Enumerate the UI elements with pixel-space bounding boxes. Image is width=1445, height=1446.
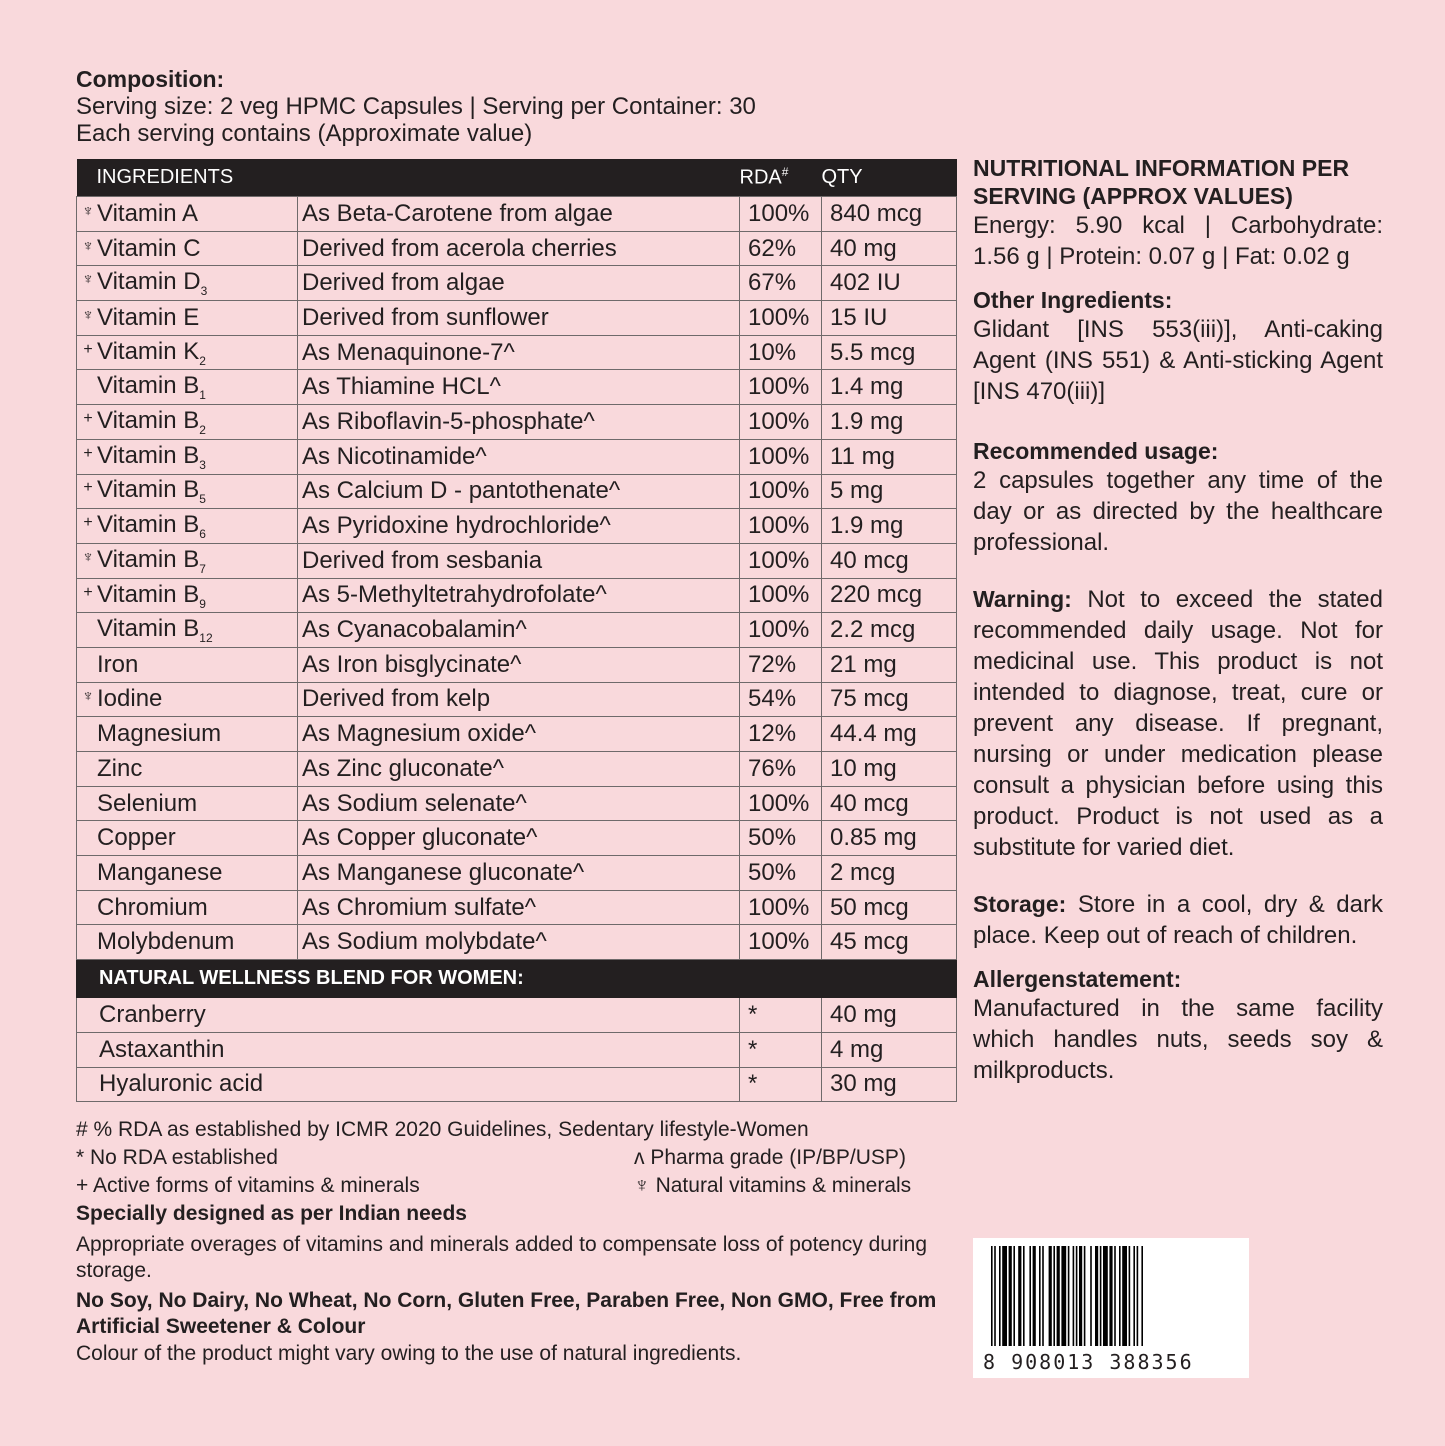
nutrient-rda: 72%	[740, 647, 822, 682]
header-rda: RDA#	[740, 159, 822, 197]
allergen-title: Allergenstatement:	[973, 966, 1182, 992]
free-from-note: No Soy, No Dairy, No Wheat, No Corn, Gluten Free, Paraben Free, Non GMO, Free from Artificial Sweetener & Colour	[76, 1289, 937, 1339]
nutrient-rda: 100%	[740, 578, 822, 613]
indian-needs-note: Specially designed as per Indian needs	[76, 1202, 467, 1226]
pharma-grade-note: ʌ Pharma grade (IP/BP/USP)	[634, 1146, 906, 1170]
nutrient-rda: 76%	[740, 752, 822, 787]
nutrient-qty: 1.9 mg	[822, 509, 957, 544]
nutrient-qty: 44.4 mg	[822, 717, 957, 752]
table-row	[77, 266, 957, 301]
marker-icon: ♆	[82, 688, 94, 706]
nutrient-subscript: 6	[199, 526, 206, 541]
blend-row	[77, 998, 957, 1033]
marker-icon: ♆	[82, 548, 94, 566]
nutrient-rda: 100%	[740, 301, 822, 336]
right-column	[973, 154, 1383, 1086]
nutrient-qty: 402 IU	[822, 266, 957, 301]
barcode-bar	[1119, 1246, 1121, 1346]
nutrient-source: Derived from sunflower	[298, 301, 740, 336]
barcode	[973, 1238, 1249, 1378]
legend-row-2	[76, 1172, 956, 1200]
barcode-bar	[1013, 1246, 1015, 1346]
barcode-bar	[1090, 1246, 1092, 1346]
nutrient-qty: 40 mcg	[822, 786, 957, 821]
nutrient-subscript: 3	[199, 457, 206, 472]
nutrient-name: + Vitamin $B_6$	[77, 509, 298, 544]
nutrient-source: As Nicotinamide^	[298, 439, 740, 474]
barcode-bar	[1084, 1246, 1086, 1346]
active-forms-note: + Active forms of vitamins & minerals	[76, 1174, 420, 1198]
nutrient-source: As Sodium molybdate^	[298, 925, 740, 960]
table-row	[77, 509, 957, 544]
ingredients-table	[76, 159, 957, 1102]
nutrient-rda: 50%	[740, 821, 822, 856]
nutrient-name: + Vitamin $B_5$	[77, 474, 298, 509]
nutrient-name: Molybdenum	[77, 925, 298, 960]
footnotes	[76, 1116, 956, 1368]
header-qty: QTY	[822, 159, 957, 197]
nutrient-subscript: 12	[199, 630, 213, 645]
nutrient-source: As Riboflavin-5-phosphate^	[298, 405, 740, 440]
table-row	[77, 439, 957, 474]
blend-rda: *	[740, 1067, 822, 1102]
table-row	[77, 925, 957, 960]
barcode-bar	[1129, 1246, 1131, 1346]
nutrient-name: Copper	[77, 821, 298, 856]
barcode-number: 8 908013 388356	[983, 1350, 1194, 1374]
barcode-bar	[1109, 1246, 1112, 1346]
blend-qty: 40 mg	[822, 998, 957, 1033]
barcode-bar	[1137, 1246, 1139, 1346]
storage-block	[973, 889, 1383, 951]
composition-title: Composition:	[76, 66, 225, 92]
table-row	[77, 890, 957, 925]
nutrient-source: As Chromium sulfate^	[298, 890, 740, 925]
barcode-bar	[1076, 1246, 1078, 1346]
barcode-bar	[994, 1246, 996, 1346]
table-row	[77, 821, 957, 856]
barcode-bar	[1114, 1246, 1116, 1346]
nutrient-name: Magnesium	[77, 717, 298, 752]
nutrient-source: As Manganese gluconate^	[298, 856, 740, 891]
barcode-bar	[1029, 1246, 1031, 1346]
nutrient-name: ♆ Vitamin C	[77, 231, 298, 266]
blend-row	[77, 1032, 957, 1067]
nutrient-name: ♆ Iodine	[77, 682, 298, 717]
barcode-bar	[1018, 1246, 1021, 1346]
table-row	[77, 335, 957, 370]
barcode-bar	[1009, 1246, 1012, 1346]
nutrient-qty: 10 mg	[822, 752, 957, 787]
nutrient-source: As Copper gluconate^	[298, 821, 740, 856]
marker-icon: ♆	[82, 306, 94, 324]
barcode-bar	[1133, 1246, 1135, 1346]
barcode-bar	[1049, 1246, 1052, 1346]
ingredients-body	[77, 197, 957, 960]
table-row	[77, 682, 957, 717]
table-row	[77, 786, 957, 821]
nutrition-title: NUTRITIONAL INFORMATION PER SERVING (APPROX VALUES)	[973, 155, 1350, 209]
nutrient-qty: 840 mcg	[822, 197, 957, 232]
barcode-bar	[1122, 1246, 1127, 1346]
legend-row-1	[76, 1144, 956, 1172]
nutrient-qty: 2.2 mcg	[822, 613, 957, 648]
barcode-bar	[1061, 1246, 1066, 1346]
barcode-bars	[987, 1246, 1235, 1346]
blend-section	[77, 960, 957, 998]
barcode-bar	[999, 1246, 1001, 1346]
table-row	[77, 856, 957, 891]
table-row	[77, 405, 957, 440]
nutrition-text: Energy: 5.90 kcal | Carbohydrate: 1.56 g | Protein: 0.07 g | Fat: 0.02 g	[973, 212, 1383, 270]
no-rda-note: * No RDA established	[76, 1146, 278, 1170]
nutrient-rda: 12%	[740, 717, 822, 752]
nutrient-rda: 100%	[740, 474, 822, 509]
nutrient-source: Derived from acerola cherries	[298, 231, 740, 266]
nutrient-qty: 11 mg	[822, 439, 957, 474]
barcode-bar	[1057, 1246, 1060, 1346]
nutrient-name: Vitamin $B_1$	[77, 370, 298, 405]
nutrient-qty: 2 mcg	[822, 856, 957, 891]
colour-note: Colour of the product might vary owing to the use of natural ingredients.	[76, 1342, 742, 1366]
nutrient-qty: 45 mcg	[822, 925, 957, 960]
nutrient-source: As Beta-Carotene from algae	[298, 197, 740, 232]
marker-icon: +	[83, 444, 93, 462]
barcode-bar	[991, 1246, 993, 1346]
rda-note: # % RDA as established by ICMR 2020 Guidelines, Sedentary lifestyle-Women	[76, 1118, 809, 1142]
blend-qty: 30 mg	[822, 1067, 957, 1102]
nutrient-name: ♆ Vitamin $D_3$	[77, 266, 298, 301]
warning-title: Warning:	[973, 586, 1072, 612]
nutrient-qty: 220 mcg	[822, 578, 957, 613]
nutrient-qty: 0.85 mg	[822, 821, 957, 856]
nutrient-name: Manganese	[77, 856, 298, 891]
warning-text: Not to exceed the stated recommended daily usage. Not for medicinal use. This product is not intended to diagnose, treat, cure or prevent any disease. If pregnant, nursing or under medication please consult a physician before using this product. Product is not used as a substitute for varied diet.	[973, 586, 1383, 861]
marker-icon: ♆	[82, 202, 94, 220]
barcode-bar	[1053, 1246, 1055, 1346]
nutrient-qty: 5 mg	[822, 474, 957, 509]
overages-note: Appropriate overages of vitamins and minerals added to compensate loss of potency during storage.	[76, 1233, 927, 1283]
table-row	[77, 613, 957, 648]
nutrient-qty: 50 mcg	[822, 890, 957, 925]
blend-rda: *	[740, 1032, 822, 1067]
table-row	[77, 647, 957, 682]
table-row	[77, 370, 957, 405]
blend-title: NATURAL WELLNESS BLEND FOR WOMEN:	[77, 960, 957, 998]
barcode-bar	[1039, 1246, 1041, 1346]
marker-icon: +	[83, 514, 93, 532]
nutrient-name: Selenium	[77, 786, 298, 821]
nutrient-rda: 100%	[740, 370, 822, 405]
nutrient-qty: 21 mg	[822, 647, 957, 682]
nutrient-subscript: 9	[199, 596, 206, 611]
table-row	[77, 543, 957, 578]
nutrient-source: As Cyanacobalamin^	[298, 613, 740, 648]
barcode-bar	[1073, 1246, 1075, 1346]
nutrient-subscript: 1	[199, 388, 206, 403]
nutrient-rda: 67%	[740, 266, 822, 301]
barcode-bar	[1023, 1246, 1025, 1346]
serving-info: Serving size: 2 veg HPMC Capsules | Serving per Container: 30	[76, 93, 756, 120]
nutrient-subscript: 7	[199, 561, 206, 576]
nutrient-source: As Sodium selenate^	[298, 786, 740, 821]
barcode-bar	[1095, 1246, 1098, 1346]
blend-name: Hyaluronic acid	[77, 1067, 740, 1102]
left-column	[76, 66, 956, 1368]
nutrient-qty: 40 mg	[822, 231, 957, 266]
marker-icon: +	[83, 583, 93, 601]
other-ingredients-text: Glidant [INS 553(iii)], Anti-caking Agent (INS 551) & Anti-sticking Agent [INS 470(iii)]	[973, 316, 1383, 405]
table-row	[77, 752, 957, 787]
nutrient-rda: 100%	[740, 613, 822, 648]
nutrient-source: Derived from kelp	[298, 682, 740, 717]
nutrient-rda: 10%	[740, 335, 822, 370]
marker-icon: ♆	[82, 271, 94, 289]
nutrient-qty: 75 mcg	[822, 682, 957, 717]
nutrient-rda: 100%	[740, 197, 822, 232]
nutrient-rda: 100%	[740, 786, 822, 821]
nutrient-qty: 40 mcg	[822, 543, 957, 578]
nutrient-source: Derived from sesbania	[298, 543, 740, 578]
nutrient-name: + Vitamin $B_3$	[77, 439, 298, 474]
nutrient-source: As Calcium D - pantothenate^	[298, 474, 740, 509]
table-row	[77, 578, 957, 613]
nutrient-qty: 15 IU	[822, 301, 957, 336]
nutrient-subscript: 3	[200, 284, 208, 299]
barcode-bar	[1079, 1246, 1082, 1346]
barcode-bar	[1002, 1246, 1007, 1346]
allergen-text: Manufactured in the same facility which handles nuts, seeds soy & milkproducts.	[973, 995, 1383, 1084]
blend-qty: 4 mg	[822, 1032, 957, 1067]
barcode-bar	[1068, 1246, 1070, 1346]
serving-contents-note: Each serving contains (Approximate value)	[76, 120, 533, 147]
usage-text: 2 capsules together any time of the day or as directed by the healthcare professional.	[973, 467, 1383, 556]
nutrient-rda: 62%	[740, 231, 822, 266]
nutrient-qty: 1.9 mg	[822, 405, 957, 440]
nutrient-qty: 1.4 mg	[822, 370, 957, 405]
nutrient-rda: 50%	[740, 856, 822, 891]
nutrient-name: + Vitamin $K_2$	[77, 335, 298, 370]
nutrient-rda: 54%	[740, 682, 822, 717]
usage-title: Recommended usage:	[973, 438, 1219, 464]
other-ingredients-title: Other Ingredients:	[973, 287, 1173, 313]
warning-block	[973, 584, 1383, 863]
nutrient-name: Vitamin $B_{12}$	[77, 613, 298, 648]
nutrient-source: Derived from algae	[298, 266, 740, 301]
nutrient-name: ♆ Vitamin E	[77, 301, 298, 336]
table-header-row	[77, 159, 957, 197]
nutrient-name: Zinc	[77, 752, 298, 787]
table-row	[77, 474, 957, 509]
table-row	[77, 717, 957, 752]
nutrient-rda: 100%	[740, 925, 822, 960]
nutrient-subscript: 5	[199, 492, 206, 507]
nutrient-name: Chromium	[77, 890, 298, 925]
nutrient-name: + Vitamin $B_2$	[77, 405, 298, 440]
barcode-bar	[1042, 1246, 1044, 1346]
nutrient-name: ♆ Vitamin A	[77, 197, 298, 232]
nutrient-rda: 100%	[740, 439, 822, 474]
blend-rda: *	[740, 998, 822, 1033]
nutrient-source: As Magnesium oxide^	[298, 717, 740, 752]
nutrient-name: + Vitamin $B_9$	[77, 578, 298, 613]
storage-text: Store in a cool, dry & dark place. Keep out of reach of children.	[973, 891, 1383, 949]
nutrient-subscript: 2	[199, 422, 206, 437]
nutrient-source: As Iron bisglycinate^	[298, 647, 740, 682]
nutrient-qty: 5.5 mcg	[822, 335, 957, 370]
marker-icon: +	[83, 479, 93, 497]
nutrient-source: As Thiamine HCL^	[298, 370, 740, 405]
header-ingredients: INGREDIENTS	[77, 159, 740, 197]
table-row	[77, 301, 957, 336]
marker-icon: ♆	[82, 237, 94, 255]
barcode-bar	[1033, 1246, 1036, 1346]
storage-title: Storage:	[973, 891, 1067, 917]
nutrient-source: As Menaquinone-7^	[298, 335, 740, 370]
table-row	[77, 231, 957, 266]
blend-body	[77, 998, 957, 1102]
nutrient-subscript: 2	[199, 353, 206, 368]
nutrient-source: As Pyridoxine hydrochloride^	[298, 509, 740, 544]
nutrient-rda: 100%	[740, 890, 822, 925]
barcode-bar	[1100, 1246, 1102, 1346]
nutrient-name: ♆ Vitamin $B_7$	[77, 543, 298, 578]
blend-name: Cranberry	[77, 998, 740, 1033]
nutrient-rda: 100%	[740, 543, 822, 578]
nutrient-name: Iron	[77, 647, 298, 682]
marker-icon: +	[83, 340, 93, 358]
blend-header-row	[77, 960, 957, 998]
barcode-bar	[1103, 1246, 1108, 1346]
table-row	[77, 197, 957, 232]
nutrient-source: As 5-Methyltetrahydrofolate^	[298, 578, 740, 613]
nutrient-rda: 100%	[740, 405, 822, 440]
natural-note: ♆ Natural vitamins & minerals	[634, 1174, 912, 1198]
barcode-bar	[1141, 1246, 1143, 1346]
nutrient-rda: 100%	[740, 509, 822, 544]
blend-row	[77, 1067, 957, 1102]
nutrient-source: As Zinc gluconate^	[298, 752, 740, 787]
marker-icon: +	[83, 410, 93, 428]
blend-name: Astaxanthin	[77, 1032, 740, 1067]
